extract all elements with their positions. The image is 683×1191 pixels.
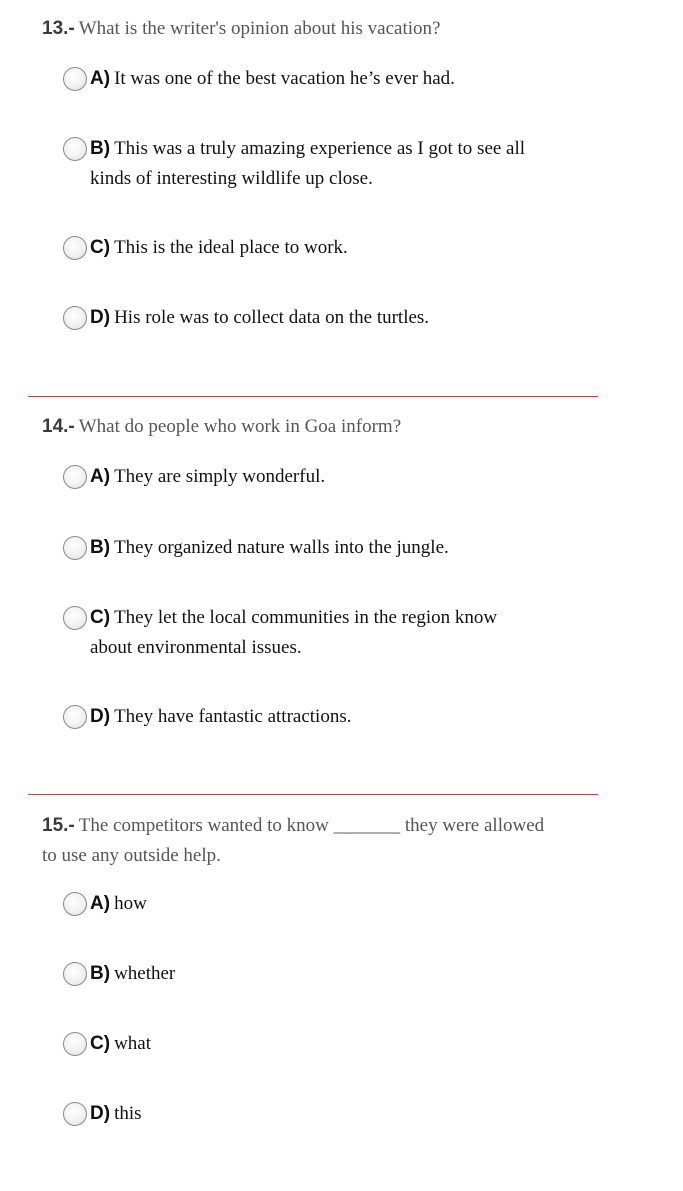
- option-text: His role was to collect data on the turtles.: [114, 307, 430, 328]
- question-15: [42, 811, 602, 871]
- option-letter: A): [90, 68, 111, 89]
- question-number: 13.-: [42, 18, 75, 39]
- option-text: This is the ideal place to work.: [114, 237, 348, 258]
- option-letter: D): [90, 706, 111, 727]
- question-14: [42, 412, 602, 442]
- option-text: how: [114, 893, 147, 914]
- section-divider: [28, 794, 598, 795]
- radio-button[interactable]: [63, 306, 87, 330]
- question-text: The competitors wanted to know _______ they were allowed: [78, 815, 545, 836]
- radio-button[interactable]: [63, 536, 87, 560]
- option-text: They organized nature walls into the jungle.: [114, 537, 449, 558]
- radio-button[interactable]: [63, 705, 87, 729]
- question-text: What do people who work in Goa inform?: [78, 416, 402, 437]
- option-letter: A): [90, 466, 111, 487]
- option-text: They are simply wonderful.: [114, 466, 326, 487]
- radio-button[interactable]: [63, 962, 87, 986]
- option-letter: B): [90, 963, 111, 984]
- option-text: what: [114, 1033, 151, 1054]
- question-number: 14.-: [42, 416, 75, 437]
- radio-button[interactable]: [63, 67, 87, 91]
- option-letter: C): [90, 237, 111, 258]
- option-letter: A): [90, 893, 111, 914]
- option-text: whether: [114, 963, 176, 984]
- option-text-line2: about environmental issues.: [90, 637, 302, 658]
- option-text: this: [114, 1103, 142, 1124]
- option-letter: C): [90, 607, 111, 628]
- question-number: 15.-: [42, 815, 75, 836]
- option-text: They let the local communities in the region know: [114, 607, 498, 628]
- option-letter: B): [90, 138, 111, 159]
- question-text-line2: to use any outside help.: [42, 845, 221, 866]
- option-letter: D): [90, 307, 111, 328]
- radio-button[interactable]: [63, 137, 87, 161]
- option-letter: C): [90, 1033, 111, 1054]
- question-13: [42, 14, 602, 44]
- radio-button[interactable]: [63, 606, 87, 630]
- option-text: They have fantastic attractions.: [114, 706, 352, 727]
- option-text: It was one of the best vacation he’s ever had.: [114, 68, 455, 89]
- question-text: What is the writer's opinion about his vacation?: [78, 18, 441, 39]
- radio-button[interactable]: [63, 1102, 87, 1126]
- radio-button[interactable]: [63, 465, 87, 489]
- section-divider: [28, 396, 598, 397]
- option-text-line2: kinds of interesting wildlife up close.: [90, 168, 373, 189]
- radio-button[interactable]: [63, 236, 87, 260]
- option-letter: B): [90, 537, 111, 558]
- option-letter: D): [90, 1103, 111, 1124]
- option-text: This was a truly amazing experience as I got to see all: [114, 138, 526, 159]
- radio-button[interactable]: [63, 1032, 87, 1056]
- radio-button[interactable]: [63, 892, 87, 916]
